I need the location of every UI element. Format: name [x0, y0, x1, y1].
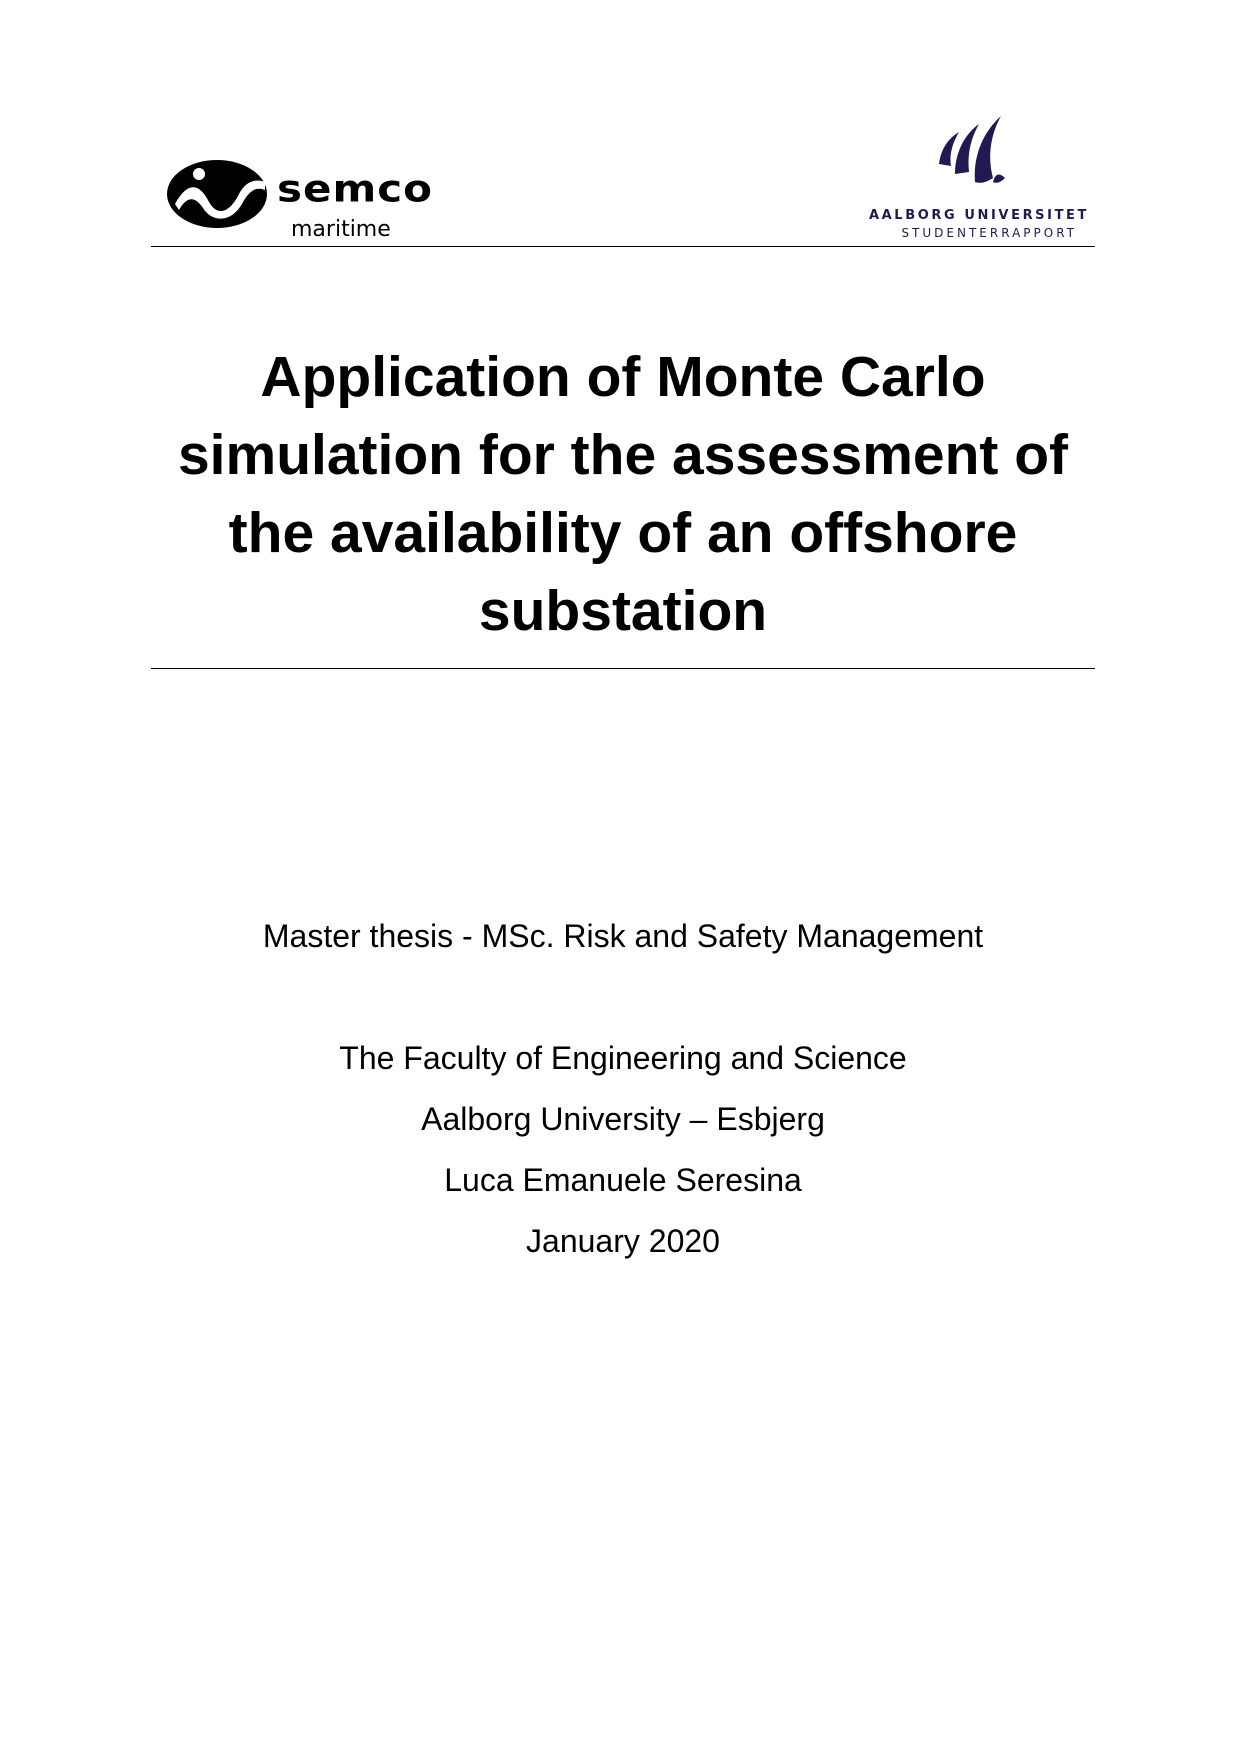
aau-waves-icon	[935, 112, 1007, 188]
aau-name: AALBORG UNIVERSITET	[868, 208, 1089, 223]
thesis-title: Application of Monte Carlo simulation for the assessment of the availability of an offshore substation	[177, 345, 1069, 643]
semco-wordmark: semco	[277, 166, 433, 211]
author-line: Luca Emanuele Seresina	[444, 1162, 802, 1198]
page-header	[151, 100, 1095, 246]
header-divider	[151, 246, 1095, 247]
faculty-line: The Faculty of Engineering and Science	[339, 1040, 907, 1076]
aau-logo	[855, 100, 1095, 246]
semco-subtitle: maritime	[291, 217, 391, 242]
degree-line: Master thesis - MSc. Risk and Safety Management	[262, 918, 984, 954]
title-divider	[151, 668, 1095, 669]
university-line: Aalborg University – Esbjerg	[421, 1101, 825, 1137]
semco-swoosh-icon	[165, 152, 269, 232]
semco-maritime-logo	[165, 152, 465, 246]
aau-subtitle: STUDENTERRAPPORT	[901, 226, 1077, 240]
date-line: January 2020	[526, 1223, 720, 1259]
